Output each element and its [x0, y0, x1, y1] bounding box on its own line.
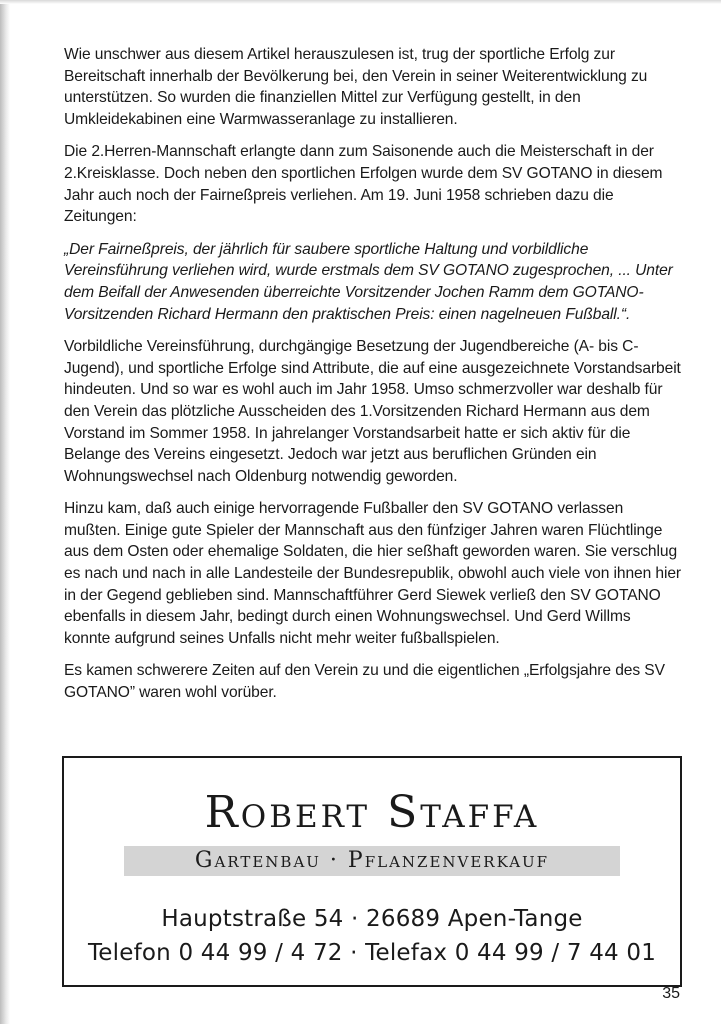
advertiser-name: Robert Staffa	[204, 787, 540, 838]
advertiser-subtitle: Gartenbau · Pflanzenverkauf	[194, 848, 550, 873]
paragraph-2: Die 2.Herren-Mannschaft erlangte dann zum Saisonende auch die Meisterschaft in der 2.Kreisklasse. Doch neben den sportlichen Erfolgen wurde dem SV GOTANO in diesem Jahr auch noch der Fairneßpreis verliehen. Am 19. Juni 1958 schrieben dazu die Zeitungen:	[64, 143, 663, 226]
advertiser-subtitle-band	[124, 846, 620, 876]
paragraph-6: Es kamen schwerere Zeiten auf den Verein zu und die eigentlichen „Erfolgsjahre des SV GOTANO” waren wohl vorüber.	[64, 662, 665, 702]
article-text	[64, 44, 681, 715]
newspaper-quote: „Der Fairneßpreis, der jährlich für saubere sportliche Haltung und vorbildliche Vereinsführung verliehen wird, wurde erstmals dem SV GOTANO zugesprochen, ... Unter dem Beifall der Anwesenden überreichte Vorsitzender Jochen Ramm dem GOTANO-Vorsitzenden Richard Hermann den praktischen Preis: einen nagelneuen Fußball.“.	[64, 240, 673, 323]
advertiser-address: Hauptstraße 54 · 26689 Apen-Tange	[161, 906, 583, 932]
page-spine-shadow	[0, 0, 10, 1024]
paragraph-5: Hinzu kam, daß auch einige hervorragende Fußballer den SV GOTANO verlassen mußten. Einige gute Spieler der Mannschaft aus den fünfziger Jahren waren Flüchtlinge aus dem Osten oder ehemalige Soldaten, die hier seßhaft geworden waren. Sie verschlug es nach und nach in alle Landesteile der Bundesrepublik, obwohl auch viele von ihnen hier in der Gegend geblieben sind. Mannschaftführer Gerd Siewek verließ den SV GOTANO ebenfalls in diesem Jahr, bedingt durch einen Wohnungswechsel. Und Gerd Willms konnte aufgrund seines Unfalls nicht mehr weiter fußballspielen.	[64, 500, 682, 647]
advertiser-phone: Telefon 0 44 99 / 4 72 · Telefax 0 44 99 / 7 44 01	[87, 940, 657, 966]
paragraph-1: Wie unschwer aus diesem Artikel herauszulesen ist, trug der sportliche Erfolg zur Bereitschaft innerhalb der Bevölkerung bei, den Verein in seiner Weiterentwicklung zu unterstützen. So wurden die finanziellen Mittel zur Verfügung gestellt, in den Umkleidekabinen eine Warmwasseranlage zu installieren.	[64, 46, 648, 128]
paragraph-4: Vorbildliche Vereinsführung, durchgängige Besetzung der Jugendbereiche (A- bis C-Jugend), und sportliche Erfolge sind Attribute, die auf eine ausgezeichnete Vorstandsarbeit hindeuten. Und so war es wohl auch im Jahr 1958. Umso schmerzvoller war deshalb für den Verein das plötzliche Ausscheiden des 1.Vorsitzenden Richard Hermann aus dem Vorstand im Sommer 1958. In jahrelanger Vorstandsarbeit hatte er sich aktiv für die Belange des Vereins eingesetzt. Jedoch war jetzt aus beruflichen Gründen ein Wohnungswechsel nach Oldenburg notwendig geworden.	[64, 338, 681, 485]
page-number: 35	[662, 985, 680, 1002]
page-top-edge	[0, 0, 721, 4]
advertisement-box	[62, 756, 682, 987]
